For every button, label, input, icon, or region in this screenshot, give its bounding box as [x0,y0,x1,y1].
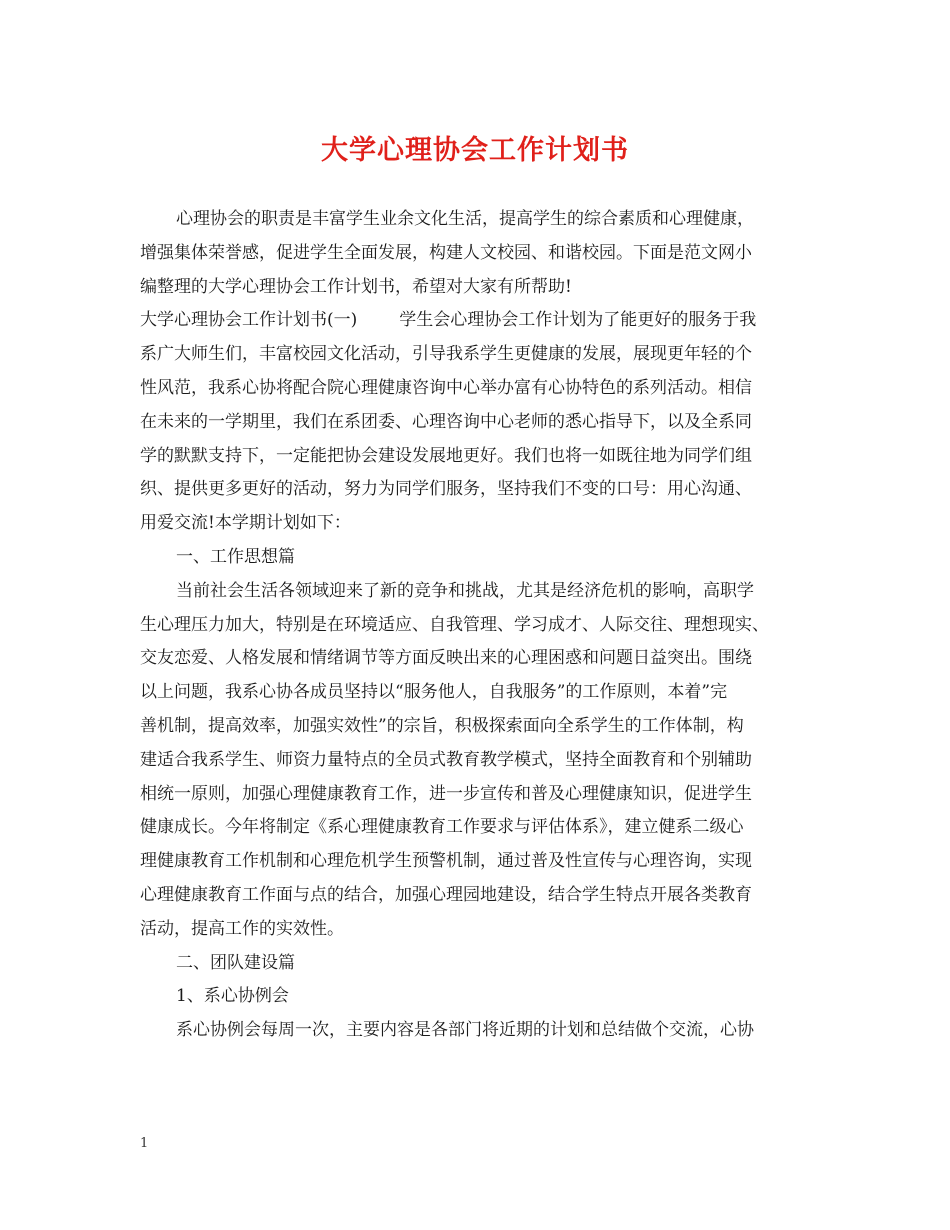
document-body [140,203,830,1048]
body-line: 织、提供更多更好的活动，努力为同学们服务，坚持我们不变的口号：用心沟通、 [140,479,752,500]
subsection-heading: 1、系心协例会 [176,986,289,1007]
body-line: 相统一原则，加强心理健康教育工作，进一步宣传和普及心理健康知识，促进学生 [140,783,752,804]
body-line: 用爱交流!本学期计划如下： [140,513,351,534]
body-line: 交友恋爱、人格发展和情绪调节等方面反映出来的心理困惑和问题日益突出。围绕 [140,648,752,669]
body-line: 生心理压力加大，特别是在环境适应、自我管理、学习成才、人际交往、理想现实、 [140,614,769,635]
body-line: 增强集体荣誉感，促进学生全面发展，构建人文校园、和谐校园。下面是范文网小 [140,242,752,263]
body-line: 编整理的大学心理协会工作计划书，希望对大家有所帮助! [140,276,572,297]
body-line: 在未来的一学期里，我们在系团委、心理咨询中心老师的悉心指导下，以及全系同 [140,411,752,432]
body-line: 建适合我系学生、师资力量特点的全员式教育教学模式，坚持全面教育和个别辅助 [140,749,752,770]
section-one-heading: 大学心理协会工作计划书(一) [140,310,358,331]
body-line: 学的默默支持下，一定能把协会建设发展地更好。我们也将一如既往地为同学们组 [140,445,752,466]
section-one-first-line: 学生会心理协会工作计划为了能更好的服务于我 [399,310,757,331]
body-line: 善机制，提高效率，加强实效性”的宗旨，积极探索面向全系学生的工作体制，构 [140,715,744,736]
body-line: 心理健康教育工作面与点的结合，加强心理园地建设，结合学生特点开展各类教育 [140,884,752,905]
body-line: 以上问题，我系心协各成员坚持以“服务他人，自我服务”的工作原则，本着”完 [140,682,728,703]
body-line: 活动，提高工作的实效性。 [140,918,344,939]
body-line: 心理协会的职责是丰富学生业余文化生活，提高学生的综合素质和心理健康， [176,209,754,229]
body-line: 理健康教育工作机制和心理危机学生预警机制，通过普及性宣传与心理咨询，实现 [140,851,752,872]
section-heading: 一、工作思想篇 [176,546,295,567]
section-one-line [140,304,830,338]
body-line: 健康成长。今年将制定《系心理健康教育工作要求与评估体系》，建立健系二级心 [140,817,744,838]
body-line: 性风范，我系心协将配合院心理健康咨询中心举办富有心协特色的系列活动。相信 [140,377,752,398]
section-heading: 二、团队建设篇 [176,952,295,973]
body-line: 当前社会生活各领域迎来了新的竞争和挑战，尤其是经济危机的影响，高职学 [176,580,754,601]
body-line: 系心协例会每周一次，主要内容是各部门将近期的计划和总结做个交流，心协 [176,1020,754,1041]
body-line: 系广大师生们，丰富校园文化活动，引导我系学生更健康的发展，展现更年轻的个 [140,344,752,365]
page-number: 1 [140,1136,149,1151]
document-title: 大学心理协会工作计划书 [321,135,629,166]
